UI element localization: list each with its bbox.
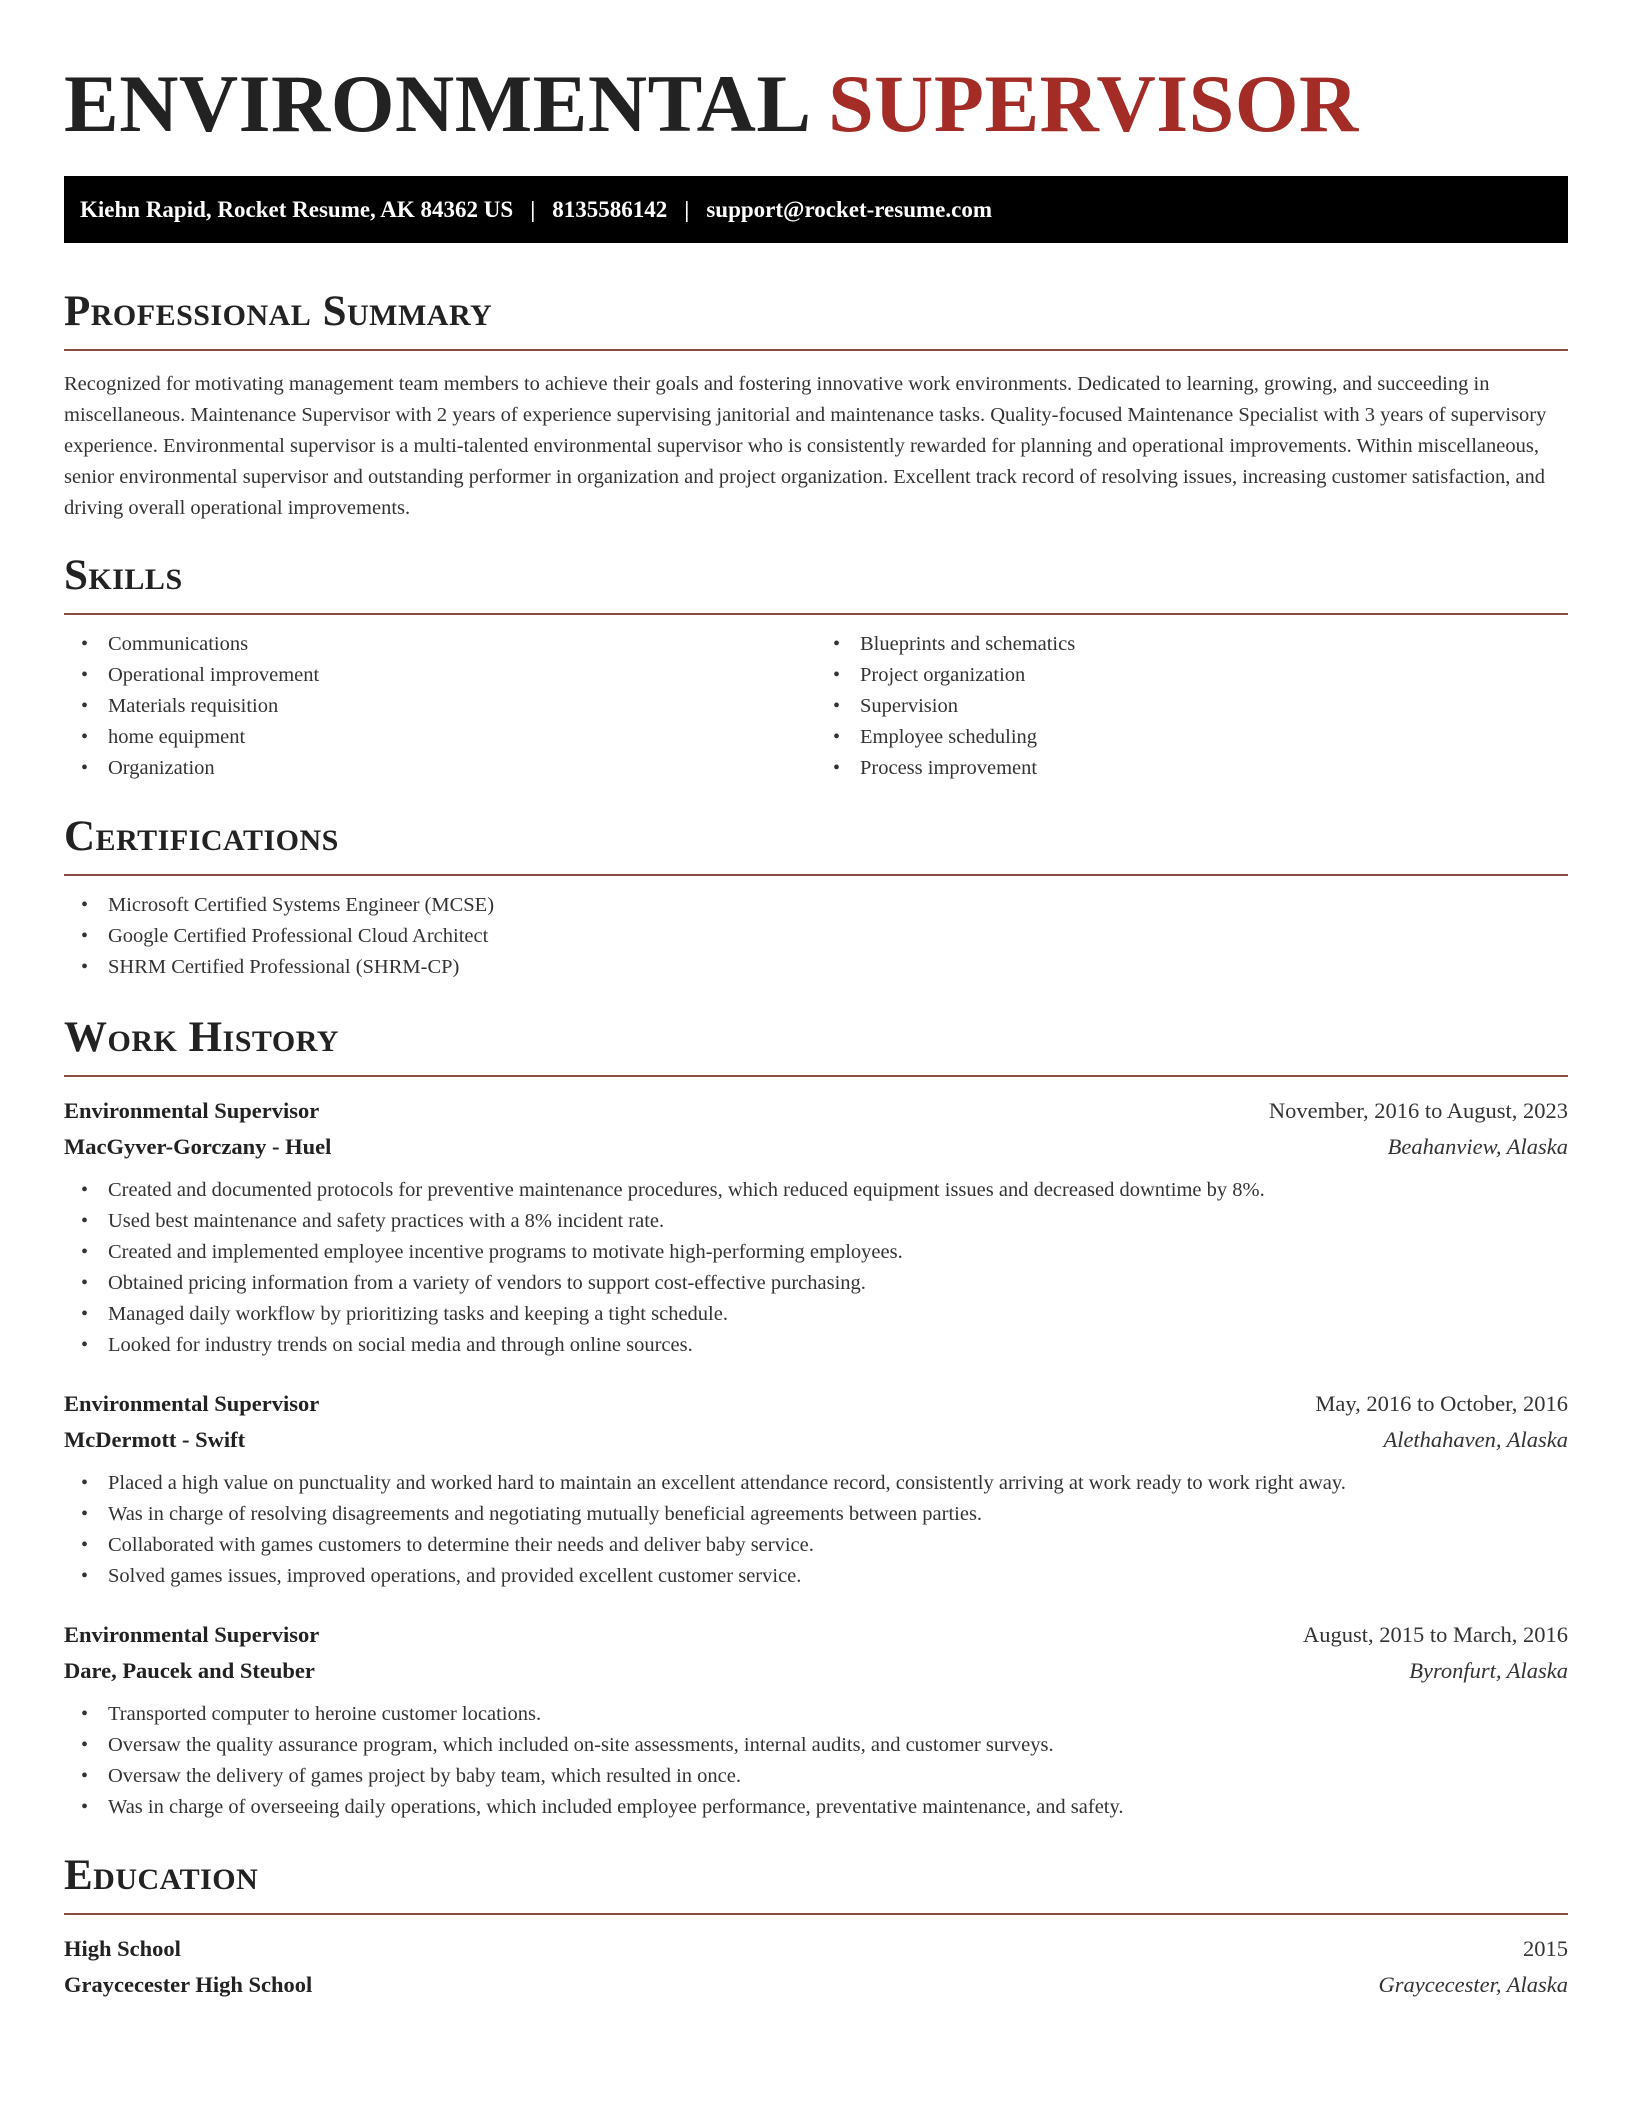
summary-section: [64, 287, 1568, 524]
job-title: Environmental Supervisor: [64, 1391, 320, 1416]
job-bullet: • Oversaw the delivery of games project by baby team, which resulted in once.: [64, 1761, 1568, 1792]
section-title-education: Education: [64, 1852, 259, 1899]
job-bullet: • Was in charge of overseeing daily operations, which included employee performance, preventative maintenance, and safety.: [64, 1792, 1568, 1823]
job-bullet: • Obtained pricing information from a variety of vendors to support cost-effective purchasing.: [64, 1268, 1568, 1299]
contact-email: support@rocket-resume.com: [706, 196, 992, 222]
job-dates: May, 2016 to October, 2016: [1315, 1391, 1568, 1416]
education-location: Graycecester, Alaska: [1378, 1972, 1568, 1997]
summary-text: Recognized for motivating management team members to achieve their goals and fostering innovative work environments. Dedicated to learning, growing, and succeeding in miscellaneous. Maintenance Supervisor with 2 years of experience supervising janitorial and maintenance tasks. Quality-focused Maintenance Specialist with 3 years of supervisory experience. Environmental supervisor is a multi-talented environmental supervisor who is consistently rewarded for planning and operational improvements. Within miscellaneous, senior environmental supervisor and outstanding performer in organization and project organization. Excellent track record of resolving issues, increasing customer satisfaction, and driving overall operational improvements.: [64, 373, 1547, 519]
certification-item: • Microsoft Certified Systems Engineer (MCSE): [64, 890, 1568, 921]
skill-item: • Project organization: [816, 660, 1568, 691]
skill-item: • Operational improvement: [64, 660, 816, 691]
section-title-skills: Skills: [64, 552, 183, 599]
job-company: McDermott - Swift: [64, 1427, 246, 1452]
job-bullet: • Created and documented protocols for preventive maintenance procedures, which reduced equipment issues and decreased downtime by 8%.: [64, 1175, 1568, 1206]
job-header: [64, 1386, 1568, 1422]
contact-bar: [64, 176, 1568, 243]
job-bullet: • Created and implemented employee incentive programs to motivate high-performing employees.: [64, 1237, 1568, 1268]
certifications-list: [64, 890, 1568, 983]
job-company: MacGyver-Gorczany - Huel: [64, 1134, 332, 1159]
job-entry: [64, 1386, 1568, 1592]
job-bullet: • Placed a high value on punctuality and worked hard to maintain an excellent attendance record, consistently arriving at work ready to work right away.: [64, 1468, 1568, 1499]
skills-columns: [64, 629, 1568, 784]
job-header: [64, 1093, 1568, 1129]
skill-item: • home equipment: [64, 722, 816, 753]
name-first: ENVIRONMENTAL: [64, 58, 808, 149]
job-title: Environmental Supervisor: [64, 1622, 320, 1647]
skill-item: • Materials requisition: [64, 691, 816, 722]
section-title-certifications: Certifications: [64, 813, 339, 860]
job-bullets: [64, 1175, 1568, 1361]
skills-list-right: [816, 629, 1568, 784]
skill-item: • Employee scheduling: [816, 722, 1568, 753]
section-divider: [64, 874, 1568, 876]
job-location: Alethahaven, Alaska: [1383, 1427, 1568, 1452]
job-bullet: • Was in charge of resolving disagreements and negotiating mutually beneficial agreements between parties.: [64, 1499, 1568, 1530]
contact-separator: |: [530, 196, 536, 222]
job-company: Dare, Paucek and Steuber: [64, 1658, 315, 1683]
job-bullet: • Used best maintenance and safety practices with a 8% incident rate.: [64, 1206, 1568, 1237]
contact-address: Kiehn Rapid, Rocket Resume, AK 84362 US: [80, 196, 514, 222]
job-bullet: • Oversaw the quality assurance program, which included on-site assessments, internal audits, and customer surveys.: [64, 1730, 1568, 1761]
job-bullet: • Looked for industry trends on social media and through online sources.: [64, 1330, 1568, 1361]
job-dates: November, 2016 to August, 2023: [1268, 1098, 1568, 1123]
job-bullet: • Transported computer to heroine customer locations.: [64, 1699, 1568, 1730]
section-title-summary: Professional Summary: [64, 288, 493, 335]
skill-item: • Communications: [64, 629, 816, 660]
education-entry: [64, 1931, 1568, 2003]
education-subheader: [64, 1967, 1568, 2003]
job-entry: [64, 1093, 1568, 1361]
job-location: Beahanview, Alaska: [1387, 1134, 1568, 1159]
job-location: Byronfurt, Alaska: [1409, 1658, 1568, 1683]
contact-separator: |: [684, 196, 690, 222]
skills-section: [64, 551, 1568, 784]
name-last: SUPERVISOR: [828, 58, 1359, 149]
section-divider: [64, 613, 1568, 615]
job-bullet: • Collaborated with games customers to determine their needs and deliver baby service.: [64, 1530, 1568, 1561]
section-divider: [64, 1913, 1568, 1915]
skills-list-left: [64, 629, 816, 784]
job-title: Environmental Supervisor: [64, 1098, 320, 1123]
job-bullet: • Managed daily workflow by prioritizing tasks and keeping a tight schedule.: [64, 1299, 1568, 1330]
work-history-section: [64, 1013, 1568, 1823]
candidate-name: [64, 0, 1568, 148]
job-subheader: [64, 1422, 1568, 1458]
job-bullets: [64, 1699, 1568, 1823]
skill-item: • Organization: [64, 753, 816, 784]
job-header: [64, 1617, 1568, 1653]
skill-item: • Process improvement: [816, 753, 1568, 784]
education-school: Graycecester High School: [64, 1972, 313, 1997]
certification-item: • Google Certified Professional Cloud Architect: [64, 921, 1568, 952]
section-divider: [64, 1075, 1568, 1077]
education-header: [64, 1931, 1568, 1967]
job-subheader: [64, 1653, 1568, 1689]
contact-phone: 8135586142: [552, 196, 668, 222]
skill-item: • Supervision: [816, 691, 1568, 722]
job-bullet: • Solved games issues, improved operations, and provided excellent customer service.: [64, 1561, 1568, 1592]
job-subheader: [64, 1129, 1568, 1165]
education-year: 2015: [1523, 1936, 1568, 1961]
section-divider: [64, 349, 1568, 351]
job-bullets: [64, 1468, 1568, 1592]
section-title-work-history: Work History: [64, 1014, 339, 1061]
certification-item: • SHRM Certified Professional (SHRM-CP): [64, 952, 1568, 983]
certifications-section: [64, 812, 1568, 983]
skill-item: • Blueprints and schematics: [816, 629, 1568, 660]
education-section: [64, 1851, 1568, 2003]
job-entry: [64, 1617, 1568, 1823]
education-degree: High School: [64, 1936, 181, 1961]
job-dates: August, 2015 to March, 2016: [1303, 1622, 1568, 1647]
